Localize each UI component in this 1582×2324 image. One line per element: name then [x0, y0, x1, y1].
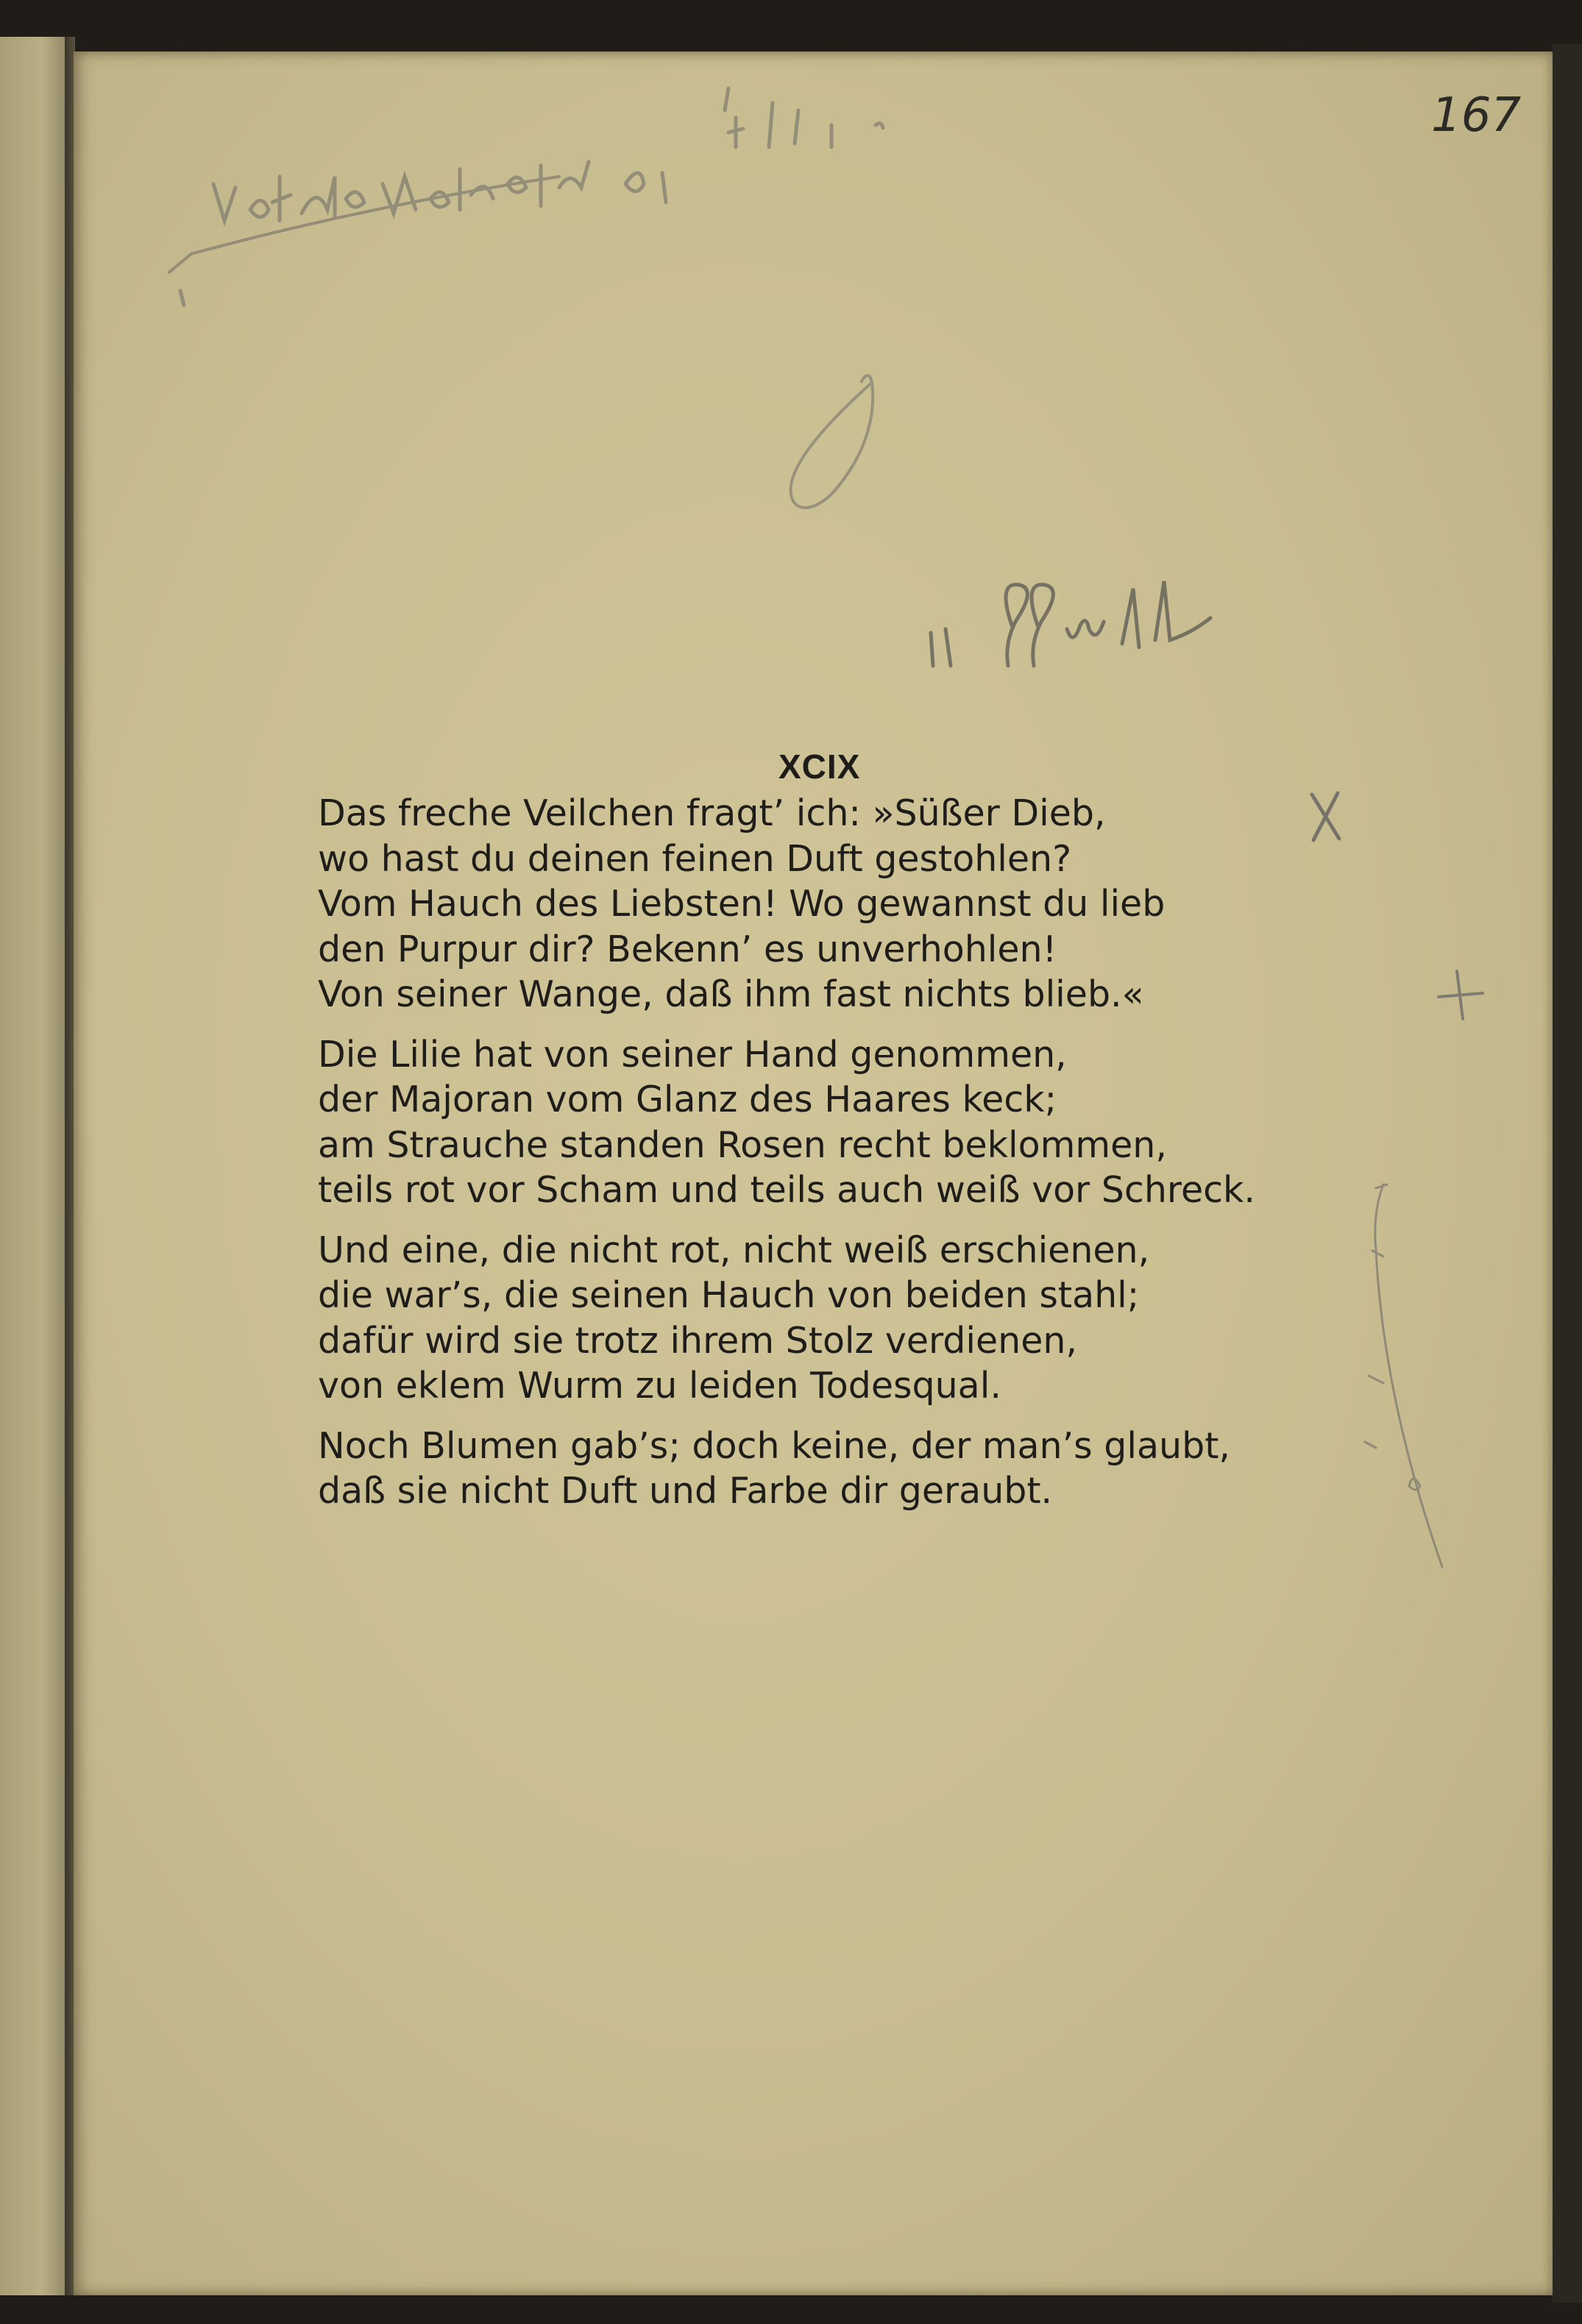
poem-line: Das freche Veilchen fragt’ ich: »Süßer Dieb, — [318, 792, 1106, 834]
poem-line: den Purpur dir? Bekenn’ es unverhohlen! — [318, 928, 1057, 970]
poem-line: die war’s, die seinen Hauch von beiden stahl; — [318, 1274, 1140, 1316]
stanza — [318, 1424, 1377, 1514]
poem-line: Vom Hauch des Liebsten! Wo gewannst du lieb — [318, 883, 1166, 925]
poem-line: dafür wird sie trotz ihrem Stolz verdienen, — [318, 1319, 1077, 1362]
poem-line: wo hast du deinen feinen Duft gestohlen? — [318, 837, 1072, 880]
poem-line: daß sie nicht Duft und Farbe dir geraubt. — [318, 1470, 1053, 1512]
poem-line: Die Lilie hat von seiner Hand genommen, — [318, 1033, 1067, 1076]
poem-line: Von seiner Wange, daß ihm fast nichts blieb.« — [318, 973, 1144, 1015]
stanza — [318, 791, 1377, 1017]
poem-line: am Strauche standen Rosen recht beklommen, — [318, 1123, 1167, 1166]
stanza — [318, 1032, 1377, 1213]
poem-title: XCIX — [778, 747, 861, 786]
poem-line: Noch Blumen gab’s; doch keine, der man’s glaubt, — [318, 1424, 1230, 1467]
page-number: 167 — [1431, 88, 1522, 143]
poem-line: teils rot vor Scham und teils auch weiß vor Schreck. — [318, 1169, 1255, 1211]
poem-body — [318, 791, 1377, 1514]
pencil-margin-plus — [1439, 971, 1483, 1019]
pencil-circle-mark — [791, 376, 873, 508]
stanza — [318, 1228, 1377, 1409]
poem-line: Und eine, die nicht rot, nicht weiß erschienen, — [318, 1229, 1150, 1271]
poem-line: der Majoran vom Glanz des Haares keck; — [318, 1079, 1057, 1120]
poem-line: von eklem Wurm zu leiden Todesqual. — [318, 1365, 1001, 1407]
pencil-scrawl-top-left — [169, 88, 883, 305]
pencil-word-middle — [931, 581, 1210, 666]
